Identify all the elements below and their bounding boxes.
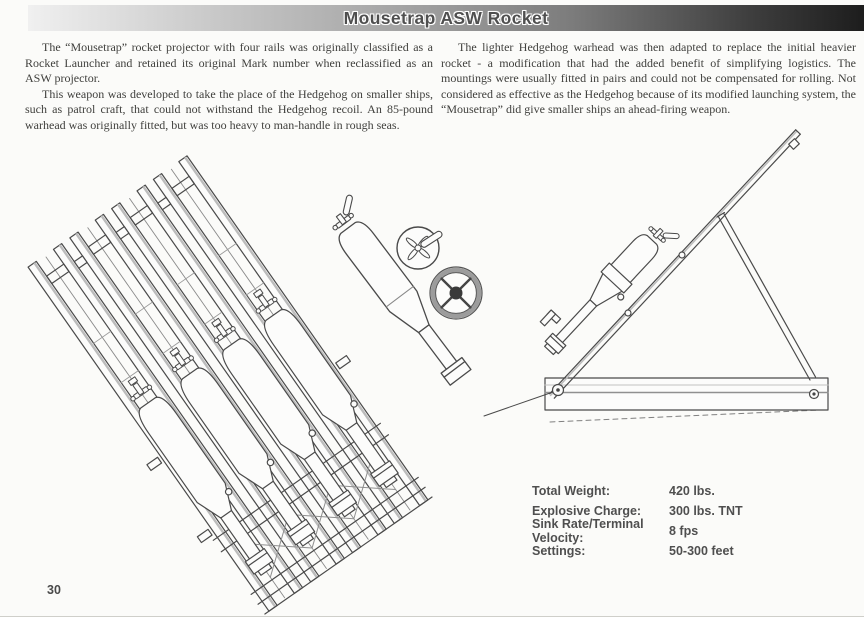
page-title: Mousetrap ASW Rocket (343, 8, 549, 28)
spec-row (532, 517, 743, 545)
spec-value: 300 lbs. TNT (669, 504, 743, 518)
spec-label: Sink Rate/Terminal Velocity: (532, 517, 644, 545)
paragraph-right-1: The lighter Hedgehog warhead was then adapted to replace the initial heavier rocket - a modification that had the added benefit of simplifying logistics. The mountings were usually fitted in pairs and could not be compensated for rolling. Not considered as effective as the Hedgehog because of its modified launching system, the “Mousetrap” did give smaller ships an ahead-firing weapon. (441, 40, 856, 117)
spec-value: 50-300 feet (669, 544, 734, 558)
base-bolt (810, 390, 819, 399)
tail-fin-rear-view-circle (430, 267, 482, 319)
article-left-column (25, 40, 433, 134)
rocket-projectile-drawing (298, 194, 488, 399)
fuze-vane-detail-circle (397, 227, 443, 269)
launcher-side-elevation-drawing (478, 122, 864, 467)
spec-row (532, 481, 743, 501)
support-strut (717, 213, 816, 381)
spec-row (532, 541, 743, 561)
spec-label: Total Weight: (532, 484, 610, 498)
spec-label: Settings: (532, 544, 586, 558)
base-beam (545, 378, 828, 410)
spec-value: 420 lbs. (669, 484, 715, 498)
deck-reference-dashed-line (550, 410, 820, 422)
spec-label: Explosive Charge: (532, 504, 642, 518)
launch-rail (550, 130, 801, 398)
specs-table (532, 481, 743, 561)
article-right-column (441, 40, 856, 118)
title-banner (28, 5, 864, 31)
spec-value: 8 fps (669, 524, 699, 538)
rocket-on-rail (530, 205, 682, 363)
paragraph-left-1: The “Mousetrap” rocket projector with four rails was originally classified as a Rocket Launcher and retained its original Mark number when reclassified as an ASW projector. (25, 40, 433, 86)
paragraph-left-2: This weapon was developed to take the place of the Hedgehog on smaller ships, such as patrol craft, that could not withstand the Hedgehog recoil. An 85-pound warhead was originally fitted, but was too heavy to man-handle in rough seas. (25, 86, 433, 132)
page-number: 30 (47, 583, 61, 597)
